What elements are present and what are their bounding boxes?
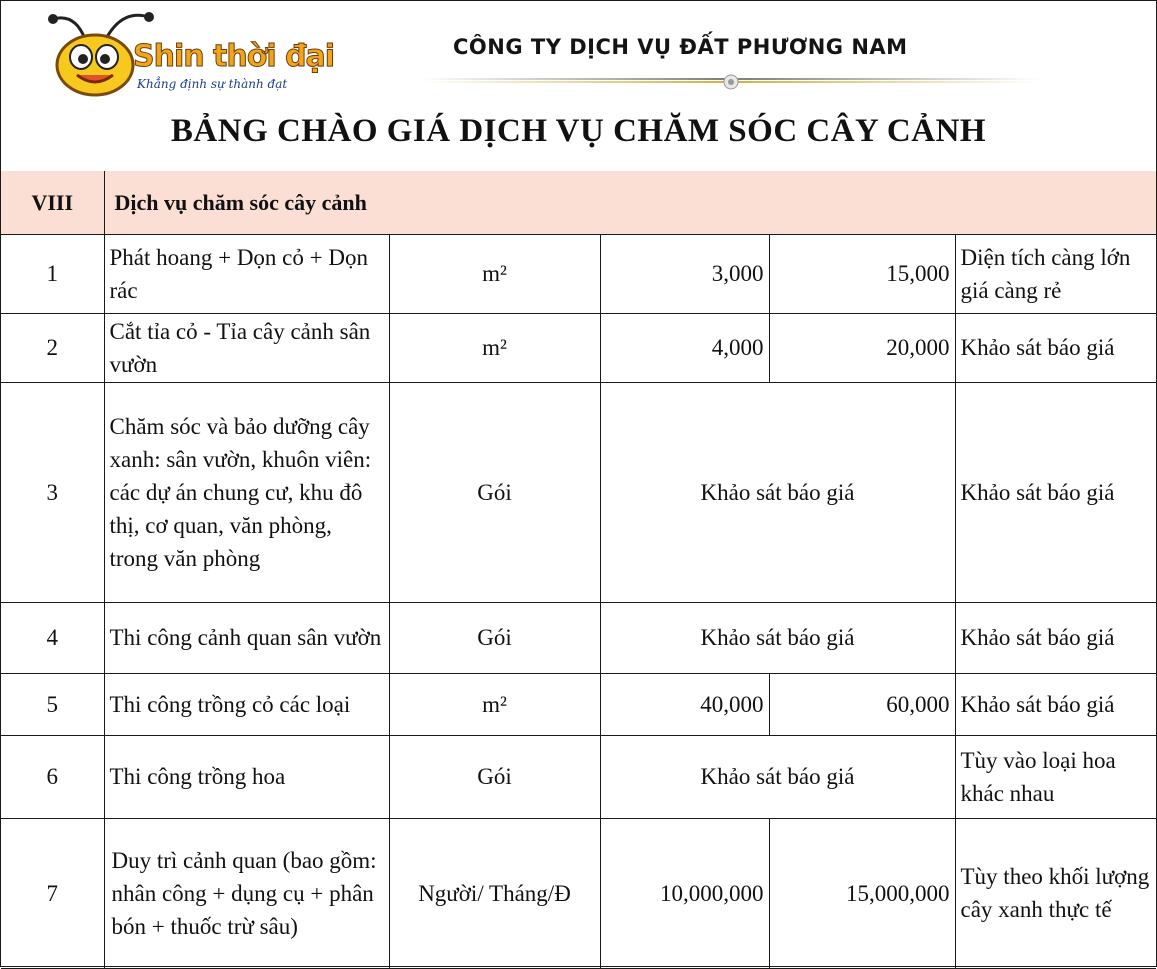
note: Khảo sát báo giá	[955, 382, 1156, 602]
service-name: Phát hoang + Dọn cỏ + Dọn rác	[104, 234, 389, 313]
unit: Gói	[389, 602, 600, 673]
row-number: 1	[1, 234, 104, 313]
header	[1, 1, 1156, 172]
service-name: Chăm sóc và bảo dưỡng cây xanh: sân vườn, khuôn viên: các dự án chung cư, khu đô thị, cơ quan, văn phòng, trong văn phòng	[104, 382, 389, 602]
section-number: VIII	[1, 171, 104, 234]
decorative-divider	[421, 73, 1041, 91]
unit: m²	[389, 673, 600, 735]
logo-name: Shin thời đại	[133, 39, 335, 74]
price-max: 20,000	[769, 313, 955, 382]
row-number: 5	[1, 673, 104, 735]
section-row	[1, 171, 1156, 234]
service-name: Thi công trồng cỏ các loại	[104, 673, 389, 735]
unit: m²	[389, 234, 600, 313]
table-row	[1, 313, 1156, 382]
row-number: 6	[1, 735, 104, 818]
note: Khảo sát báo giá	[955, 313, 1156, 382]
unit: m²	[389, 313, 600, 382]
price-max: 15,000,000	[769, 818, 955, 968]
table-row	[1, 818, 1156, 968]
section-label: Dịch vụ chăm sóc cây cảnh	[104, 171, 1156, 234]
note: Khảo sát báo giá	[955, 602, 1156, 673]
price-max: 15,000	[769, 234, 955, 313]
row-number: 3	[1, 382, 104, 602]
price-min: 4,000	[600, 313, 769, 382]
service-name: Thi công trồng hoa	[104, 735, 389, 818]
company-logo	[45, 9, 365, 99]
service-name: Thi công cảnh quan sân vườn	[104, 602, 389, 673]
page-title: BẢNG CHÀO GIÁ DỊCH VỤ CHĂM SÓC CÂY CẢNH	[170, 113, 987, 149]
price-min: 3,000	[600, 234, 769, 313]
note: Tùy vào loại hoa khác nhau	[955, 735, 1156, 818]
note: Khảo sát báo giá	[955, 673, 1156, 735]
service-name: Duy trì cảnh quan (bao gồm: nhân công + dụng cụ + phân bón + thuốc trừ sâu)	[104, 818, 389, 968]
table-row	[1, 382, 1156, 602]
table-row	[1, 735, 1156, 818]
table-row	[1, 673, 1156, 735]
row-number: 7	[1, 818, 104, 968]
price-table	[1, 171, 1156, 969]
price-min: 10,000,000	[600, 818, 769, 968]
service-name: Cắt tỉa cỏ - Tỉa cây cảnh sân vườn	[104, 313, 389, 382]
row-number: 2	[1, 313, 104, 382]
price-max: 60,000	[769, 673, 955, 735]
table-row	[1, 602, 1156, 673]
logo-slogan: Khẳng định sự thành đạt	[137, 77, 288, 91]
row-number: 4	[1, 602, 104, 673]
unit: Gói	[389, 382, 600, 602]
unit: Gói	[389, 735, 600, 818]
price-quote: Khảo sát báo giá	[600, 602, 955, 673]
price-min: 40,000	[600, 673, 769, 735]
price-quote: Khảo sát báo giá	[600, 382, 955, 602]
table-row	[1, 234, 1156, 313]
price-quote: Khảo sát báo giá	[600, 735, 955, 818]
note: Tùy theo khối lượng cây xanh thực tế	[955, 818, 1156, 968]
company-name: CÔNG TY DỊCH VỤ ĐẤT PHƯƠNG NAM	[453, 35, 908, 59]
note: Diện tích càng lớn giá càng rẻ	[955, 234, 1156, 313]
unit: Người/ Tháng/Đ	[389, 818, 600, 968]
